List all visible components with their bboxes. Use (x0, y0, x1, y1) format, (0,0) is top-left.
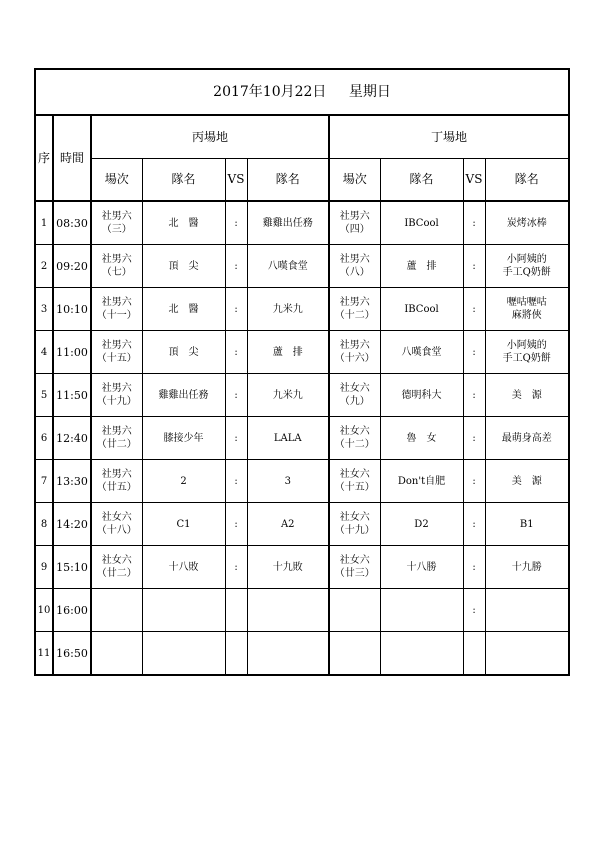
right-team1: IBCool (380, 288, 463, 331)
left-team1: 雞雞出任務 (142, 374, 225, 417)
left-match (91, 589, 142, 632)
row-number: 8 (35, 503, 53, 546)
table-row (35, 632, 569, 676)
row-number: 10 (35, 589, 53, 632)
weekday-label: 星期日 (348, 83, 391, 100)
table-row (35, 331, 569, 374)
left-team2: 十九敗 (247, 546, 329, 589)
left-vs: : (225, 503, 247, 546)
row-time: 13:30 (53, 460, 91, 503)
right-team2: 小阿姨的 手工Q奶餅 (485, 331, 569, 374)
right-team2: 美 源 (485, 374, 569, 417)
left-match-line: 社男六 (101, 469, 132, 480)
left-team1: 十八敗 (142, 546, 225, 589)
header-vs-right: VS (463, 159, 485, 202)
right-team1 (380, 589, 463, 632)
right-match-line: 社女六 (339, 555, 370, 566)
right-team2 (485, 632, 569, 676)
right-team2 (485, 589, 569, 632)
right-team1: 蘆 排 (380, 245, 463, 288)
header-team2-left: 隊名 (247, 159, 329, 202)
right-vs: : (463, 288, 485, 331)
header-team1-right: 隊名 (380, 159, 463, 202)
right-team1: 魯 女 (380, 417, 463, 460)
left-match-line: （十八） (96, 525, 137, 536)
left-match (91, 503, 142, 546)
row-time: 15:10 (53, 546, 91, 589)
table-row (35, 245, 569, 288)
left-vs: : (225, 546, 247, 589)
header-team2-right: 隊名 (485, 159, 569, 202)
left-vs: : (225, 417, 247, 460)
right-match (329, 288, 380, 331)
left-match-line: 社女六 (101, 555, 132, 566)
row-number: 6 (35, 417, 53, 460)
row-time: 11:50 (53, 374, 91, 417)
right-team2: 炭烤冰棒 (485, 201, 569, 245)
right-match (329, 460, 380, 503)
right-team2: 十九勝 (485, 546, 569, 589)
row-number: 4 (35, 331, 53, 374)
right-match (329, 503, 380, 546)
right-match-line: （十五） (334, 482, 375, 493)
right-match-line: 社女六 (339, 383, 370, 394)
right-match-line: （八） (339, 267, 370, 278)
venue-left-header: 丙場地 (91, 115, 329, 159)
right-match-line: 社男六 (339, 254, 370, 265)
right-team1 (380, 632, 463, 676)
left-match-line: （三） (101, 224, 132, 235)
right-vs: : (463, 374, 485, 417)
left-match (91, 632, 142, 676)
row-time: 12:40 (53, 417, 91, 460)
left-match (91, 331, 142, 374)
left-match-line: （十九） (96, 396, 137, 407)
left-match-line: 社男六 (101, 340, 132, 351)
left-team2 (247, 632, 329, 676)
right-vs: : (463, 331, 485, 374)
left-match-line: 社女六 (101, 512, 132, 523)
left-team2: 雞雞出任務 (247, 201, 329, 245)
left-vs: : (225, 288, 247, 331)
left-team1: 北 醫 (142, 201, 225, 245)
right-match-line: （十九） (334, 525, 375, 536)
right-team1: D2 (380, 503, 463, 546)
right-team2: B1 (485, 503, 569, 546)
table-row (35, 417, 569, 460)
left-team2 (247, 589, 329, 632)
row-time: 14:20 (53, 503, 91, 546)
left-match-line: （七） (101, 267, 132, 278)
header-team1-left: 隊名 (142, 159, 225, 202)
row-number: 3 (35, 288, 53, 331)
left-match-line: （廿二） (96, 439, 137, 450)
row-time: 16:00 (53, 589, 91, 632)
row-time: 10:10 (53, 288, 91, 331)
left-match-line: 社男六 (101, 383, 132, 394)
right-match-line: （十二） (334, 439, 375, 450)
header-time: 時間 (53, 115, 91, 201)
right-match-line: 社女六 (339, 426, 370, 437)
right-match (329, 546, 380, 589)
left-vs: : (225, 374, 247, 417)
left-team2: A2 (247, 503, 329, 546)
left-team1: 頂 尖 (142, 245, 225, 288)
right-team2: 最萌身高差 (485, 417, 569, 460)
right-match (329, 331, 380, 374)
table-row (35, 589, 569, 632)
table-row (35, 201, 569, 245)
right-vs: : (463, 503, 485, 546)
schedule-table (34, 68, 570, 676)
left-match (91, 201, 142, 245)
row-number: 2 (35, 245, 53, 288)
right-team2: 小阿姨的 手工Q奶餅 (485, 245, 569, 288)
right-team1: IBCool (380, 201, 463, 245)
left-vs (225, 589, 247, 632)
row-time: 11:00 (53, 331, 91, 374)
right-team1: 十八勝 (380, 546, 463, 589)
table-row (35, 460, 569, 503)
left-match (91, 288, 142, 331)
row-number: 9 (35, 546, 53, 589)
header-vs-left: VS (225, 159, 247, 202)
left-match-line: 社男六 (101, 211, 132, 222)
table-row (35, 288, 569, 331)
right-team1: 德明科大 (380, 374, 463, 417)
left-team2: 九米九 (247, 288, 329, 331)
right-match-line: 社男六 (339, 340, 370, 351)
left-match-line: 社男六 (101, 297, 132, 308)
right-vs: : (463, 201, 485, 245)
left-vs: : (225, 331, 247, 374)
header-match-left: 場次 (91, 159, 142, 202)
row-number: 1 (35, 201, 53, 245)
row-number: 11 (35, 632, 53, 676)
right-team1: Don't自肥 (380, 460, 463, 503)
table-row (35, 503, 569, 546)
left-vs (225, 632, 247, 676)
left-team2: 蘆 排 (247, 331, 329, 374)
right-team1: 八嘆食堂 (380, 331, 463, 374)
left-team1: 膝接少年 (142, 417, 225, 460)
right-match-line: 社男六 (339, 297, 370, 308)
left-match-line: 社男六 (101, 254, 132, 265)
right-vs: : (463, 460, 485, 503)
right-team2: 美 源 (485, 460, 569, 503)
left-match-line: （廿五） (96, 482, 137, 493)
left-vs: : (225, 460, 247, 503)
left-vs: : (225, 201, 247, 245)
left-match-line: （十五） (96, 353, 137, 364)
left-match (91, 374, 142, 417)
left-match-line: （廿二） (96, 568, 137, 579)
page-title (35, 69, 569, 115)
left-team1: C1 (142, 503, 225, 546)
row-time: 16:50 (53, 632, 91, 676)
table-row (35, 546, 569, 589)
date-label: 2017年10月22日 (213, 83, 327, 100)
right-match-line: 社女六 (339, 512, 370, 523)
left-match (91, 417, 142, 460)
right-vs: : (463, 245, 485, 288)
left-team1: 北 醫 (142, 288, 225, 331)
right-vs: : (463, 546, 485, 589)
left-team1 (142, 632, 225, 676)
row-time: 09:20 (53, 245, 91, 288)
right-match (329, 632, 380, 676)
left-team2: 九米九 (247, 374, 329, 417)
left-team1 (142, 589, 225, 632)
right-match (329, 589, 380, 632)
left-match (91, 460, 142, 503)
right-match-line: （廿三） (334, 568, 375, 579)
row-time: 08:30 (53, 201, 91, 245)
left-team1: 頂 尖 (142, 331, 225, 374)
right-match-line: 社男六 (339, 211, 370, 222)
left-team1: 2 (142, 460, 225, 503)
right-match (329, 245, 380, 288)
left-team2: LALA (247, 417, 329, 460)
row-number: 7 (35, 460, 53, 503)
right-match-line: （十六） (334, 353, 375, 364)
right-match (329, 201, 380, 245)
right-vs: : (463, 417, 485, 460)
table-row (35, 374, 569, 417)
left-team2: 八嘆食堂 (247, 245, 329, 288)
header-seq: 序 (35, 115, 53, 201)
left-match-line: 社男六 (101, 426, 132, 437)
venue-right-header: 丁場地 (329, 115, 569, 159)
right-match-line: 社女六 (339, 469, 370, 480)
right-match (329, 417, 380, 460)
right-vs: : (463, 589, 485, 632)
header-match-right: 場次 (329, 159, 380, 202)
right-vs (463, 632, 485, 676)
right-match (329, 374, 380, 417)
right-team2: 嚦咕嚦咕 麻將俠 (485, 288, 569, 331)
right-match-line: （四） (339, 224, 370, 235)
row-number: 5 (35, 374, 53, 417)
left-match (91, 245, 142, 288)
right-match-line: （十二） (334, 310, 375, 321)
right-match-line: （九） (339, 396, 370, 407)
left-vs: : (225, 245, 247, 288)
left-team2: 3 (247, 460, 329, 503)
left-match-line: （十一） (96, 310, 137, 321)
left-match (91, 546, 142, 589)
